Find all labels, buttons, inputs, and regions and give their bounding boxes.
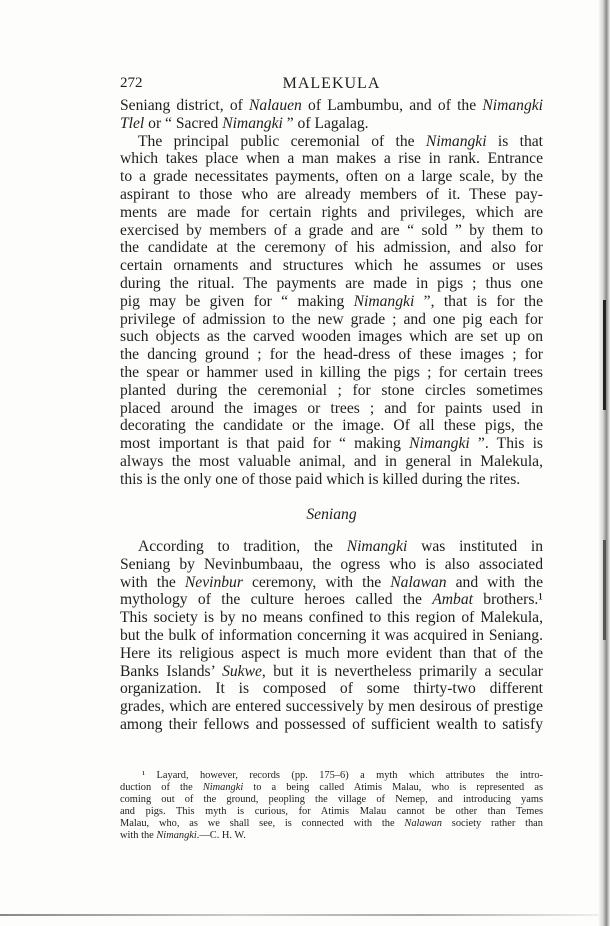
text-run: ceremony, with the [242,573,391,591]
text-line [120,168,543,186]
text-line [120,417,543,435]
text-run: brothers.¹ [472,591,543,609]
text-line [120,698,543,716]
text-run: and with the [446,573,544,591]
text-run: This society is by no means confined to this region of Malekula, [120,609,543,627]
paragraph-nimangki-ceremonial [120,97,543,489]
running-head: MALEKULA [282,75,381,92]
text-run: ”, that is for the [414,292,543,310]
text-line [120,627,543,645]
paragraph-seniang-tradition [120,538,543,734]
italic-term: Nimangki [202,782,244,793]
text-run: ments are made for certain rights and privileges, which are [120,203,543,221]
italic-term: Nimangki [409,435,470,453]
text-line [120,328,543,346]
text-line [120,806,543,818]
text-run: among their fellows and possessed of sufficient wealth to satisfy [120,715,543,733]
scan-edge-shadow [603,540,606,640]
page-header [120,75,543,95]
text-run: Malau, who, as we shall see, is connected with the [120,818,405,829]
text-run: organization. It is composed of some thirty-two different [120,680,543,698]
italic-term: Nevinbur [184,573,243,591]
text-line [120,663,543,681]
text-run: , but it is nevertheless primarily a secular [261,662,543,680]
text-run: the candidate at the ceremony of his admission, and also for [120,239,543,257]
italic-term: Nimangki [222,114,283,132]
italic-term: Nalawan [390,573,447,591]
text-run: The principal public ceremonial of the [138,132,426,150]
text-run: planted during the ceremonial ; for stone circles sometimes [120,381,543,399]
text-line [120,556,543,574]
text-run: was instituted in [407,538,543,555]
text-line [120,133,543,151]
text-line [120,435,543,453]
text-line [120,818,543,830]
italic-term: Nimangki [425,132,487,150]
text-run: with the [120,573,185,591]
scan-page-edge [598,0,610,926]
text-line [120,830,543,842]
text-run: Here its religious aspect is much more evident than that of the [120,644,543,662]
italic-term: Nimangki [482,97,543,114]
text-run: exercised by members of a grade and are “ sold ” by them to [120,221,543,239]
italic-term: Nimangki [346,538,408,555]
footnote [120,770,543,842]
text-line [120,311,543,329]
text-run: ”. This is [469,435,544,453]
text-line [120,609,543,627]
text-run: Banks Islands’ [120,662,223,680]
text-run: placed around the images or trees ; and for paints used in [120,399,543,417]
text-line [120,574,543,592]
text-run: the spear or hammer used in killing the pigs ; for certain trees [120,363,543,381]
text-run: or “ Sacred [144,114,223,132]
page-number: 272 [120,75,143,91]
italic-term: Nimangki [156,830,197,841]
text-run: .—C. H. W. [196,830,246,841]
text-line [120,364,543,382]
text-line [120,97,543,115]
text-line [120,293,543,311]
text-line [120,538,543,556]
text-run: duction of the [120,782,203,793]
text-line [120,471,543,489]
text-run: mythology of the culture heroes called the [120,591,433,609]
text-run: during the ritual. The payments are made in pigs ; thus one [120,274,543,292]
italic-term: Tlel [120,114,145,132]
text-line [120,186,543,204]
text-run: pig may be given for “ making [120,292,354,310]
text-line [120,400,543,418]
text-line [120,591,543,609]
italic-term: Nalawan [404,818,442,829]
text-line [120,382,543,400]
italic-term: Nimangki [353,292,415,310]
text-run: the dancing ground ; for the head-dress of these images ; for [120,346,543,364]
italic-term: Ambat [432,591,473,609]
text-line [120,794,543,806]
text-line [120,239,543,257]
text-run: this is the only one of those paid which is killed during the rites. [120,470,521,488]
text-run: decorating the candidate or the image. Of all these pigs, the [120,417,543,435]
text-run: coming out of the ground, peopling the village of Nemep, and introducing yams [120,794,543,805]
text-line [120,204,543,222]
text-run: privilege of admission to the new grade ; and one pig each for [120,310,543,328]
text-run: most important is that paid for “ making [120,435,410,453]
text-line [120,275,543,293]
text-run: to a being called Atimis Malau, who is represented as [243,782,543,793]
text-line [120,680,543,698]
text-run: such objects as the carved wooden images which are set up on [120,328,543,346]
text-run: Seniang by Nevinbumbaau, the ogress who is also associated [120,555,543,573]
text-run: Seniang district, of [120,97,250,114]
scan-bottom-edge [0,914,598,916]
text-line [120,222,543,240]
text-run: ” of Lagalag. [282,114,369,132]
text-run: ¹ Layard, however, records (pp. 175–6) a myth which attributes the intro- [142,770,543,781]
text-run: According to tradition, the [138,538,347,555]
section-heading: Seniang [306,506,357,523]
text-run: society rather than [441,818,543,829]
text-line [120,257,543,275]
text-run: aspirant to those who are already members of it. These pay- [120,185,543,203]
text-run: is that [486,132,543,150]
italic-term: Sukwe [222,662,262,680]
italic-term: Nalauen [249,97,302,114]
text-line [120,770,543,782]
text-run: which takes place when a man makes a rise in rank. Entrance [120,150,543,168]
text-run: with the [120,830,157,841]
scan-edge-shadow [603,300,606,410]
text-line [120,150,543,168]
text-line [120,782,543,794]
text-run: to a grade necessitates payments, often on a large scale, by the [120,168,543,186]
text-run: grades, which are entered successively by men desirous of prestige [120,698,543,716]
text-run: but the bulk of information concerning it was acquired in Seniang. [120,626,543,644]
text-line [120,115,543,133]
text-run: always the most valuable animal, and in general in Malekula, [120,452,543,470]
text-line [120,645,543,663]
text-line [120,453,543,471]
text-run: certain ornaments and structures which he assumes or uses [120,257,543,275]
text-line [120,346,543,364]
text-line [120,716,543,734]
text-run: of Lambumbu, and of the [301,97,483,114]
text-run: and pigs. This myth is curious, for Atimis Malau cannot be other than Temes [120,806,543,817]
